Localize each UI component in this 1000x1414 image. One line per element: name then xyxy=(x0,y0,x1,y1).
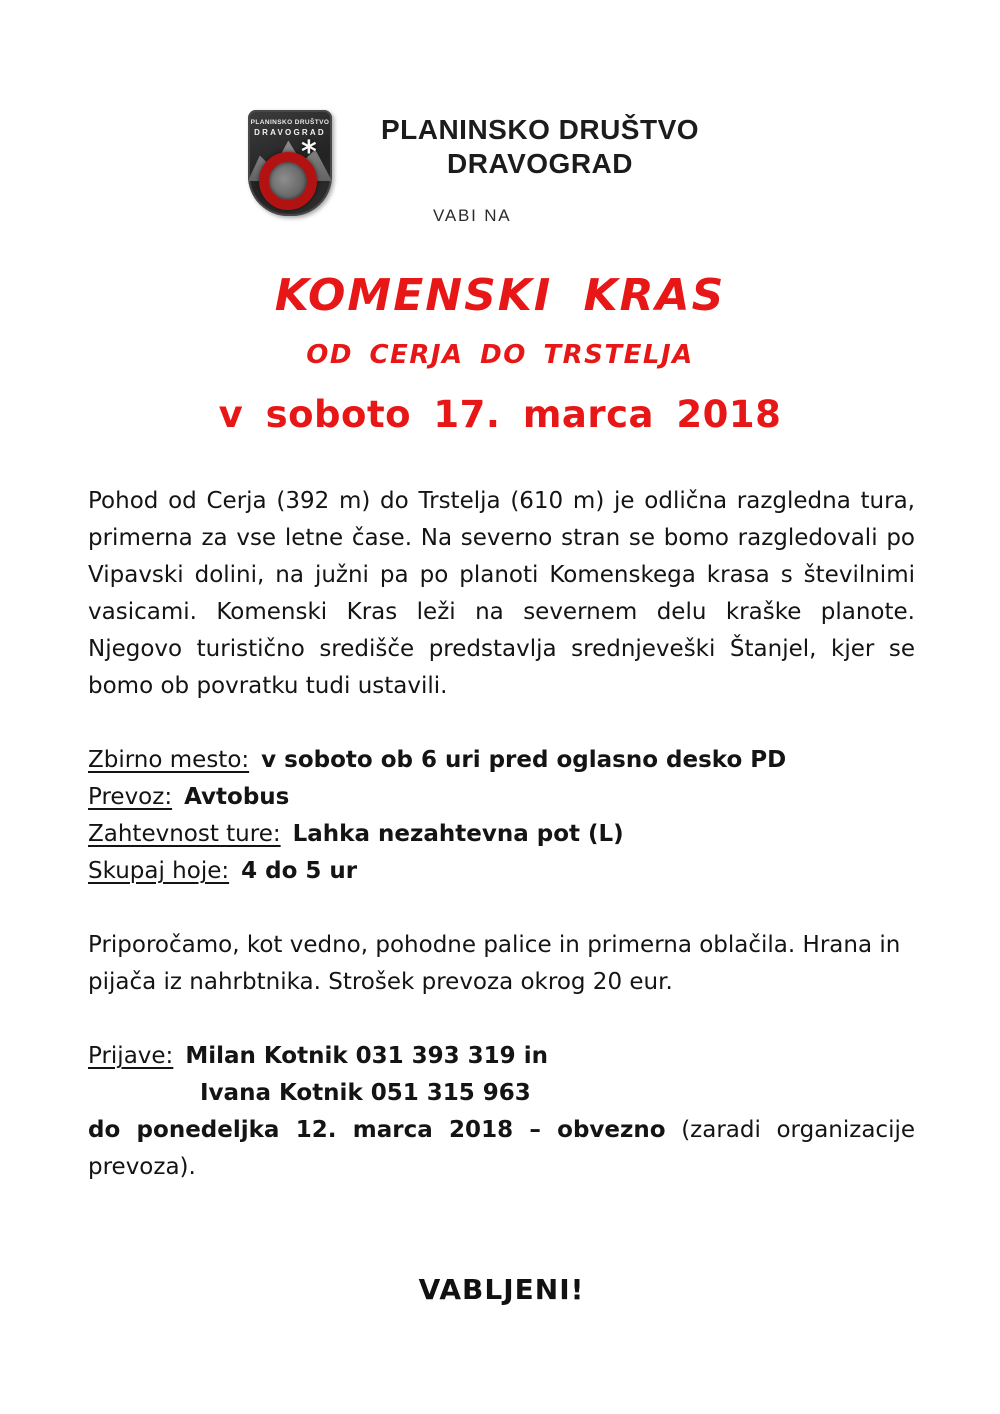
club-name-heading xyxy=(300,113,780,181)
detail-label: Zahtevnost ture: xyxy=(88,821,281,847)
club-name-line2: DRAVOGRAD xyxy=(447,148,633,179)
edelweiss-icon: * xyxy=(301,135,317,170)
registration-contact-2: Ivana Kotnik 051 315 963 xyxy=(200,1080,531,1106)
registration-block xyxy=(88,1038,915,1186)
closing-text: VABLJENI! xyxy=(418,1273,585,1306)
event-subtitle: OD CERJA DO TRSTELJA xyxy=(306,340,694,370)
detail-row-transport xyxy=(88,779,915,816)
registration-contact-1: Milan Kotnik 031 393 319 in xyxy=(185,1043,548,1069)
event-title: KOMENSKI KRAS xyxy=(274,270,726,321)
invite-lead-text: VABI NA xyxy=(433,206,512,225)
recommendation-paragraph: Priporočamo, kot vedno, pohodne palice in primerna oblačila. Hrana in pijača iz nahrbtnika. Strošek prevoza okrog 20 eur. xyxy=(88,932,901,995)
registration-label: Prijave: xyxy=(88,1043,174,1069)
detail-row-meeting-point xyxy=(88,742,915,779)
detail-value: 4 do 5 ur xyxy=(241,858,358,884)
detail-label: Zbirno mesto: xyxy=(88,747,250,773)
registration-deadline: do ponedeljka 12. marca 2018 – obvezno xyxy=(88,1117,666,1143)
logo-club-name: PLANINSKO DRUŠTVO xyxy=(250,119,330,126)
detail-row-duration xyxy=(88,853,915,890)
detail-label: Skupaj hoje: xyxy=(88,858,230,884)
club-name-line1: PLANINSKO DRUŠTVO xyxy=(380,114,700,145)
document-body xyxy=(88,483,915,1308)
details-list xyxy=(88,742,915,890)
event-date: v soboto 17. marca 2018 xyxy=(218,393,782,436)
detail-value: Lahka nezahtevna pot (L) xyxy=(292,821,624,847)
detail-label: Prevoz: xyxy=(88,784,173,810)
intro-paragraph: Pohod od Cerja (392 m) do Trstelja (610 m) je odlična razgledna tura, primerna za vse letne čase. Na severno stran se bomo razgledovali po Vipavski dolini, na južni pa po planoti Komenskega krasa s številnimi vasicami. Komenski Kras leži na severnem delu kraške planote. Njegovo turistično središče predstavlja srednjeveški Štanjel, kjer se bomo ob povratku tudi ustavili. xyxy=(88,488,915,699)
registration-row-1 xyxy=(88,1038,915,1075)
registration-deadline-row xyxy=(88,1112,915,1186)
logo-club-city: DRAVOGRAD xyxy=(254,128,326,137)
registration-deadline-note: (zaradi organizacije prevoza). xyxy=(88,1117,915,1180)
detail-row-difficulty xyxy=(88,816,915,853)
detail-value: Avtobus xyxy=(184,784,290,810)
detail-value: v soboto ob 6 uri pred oglasno desko PD xyxy=(261,747,787,773)
